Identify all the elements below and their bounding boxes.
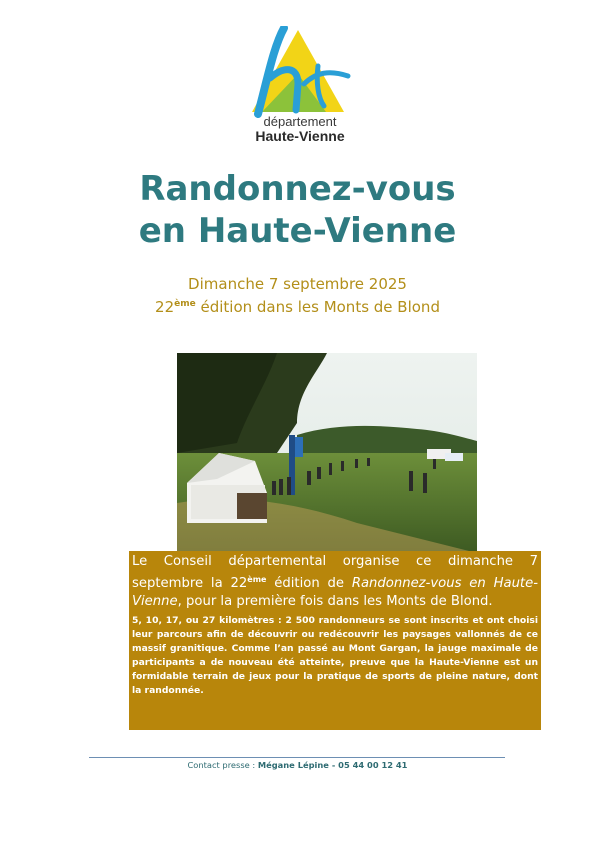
edition-number: 22 xyxy=(155,298,175,316)
footer-divider xyxy=(89,757,505,758)
press-contact xyxy=(0,760,595,770)
intro-event-name: Randonnez-vous en Haute-Vienne xyxy=(132,576,538,609)
title-line-2: en Haute-Vienne xyxy=(138,211,457,251)
logo-department-label: département xyxy=(263,114,337,129)
intro-part-2: édition de xyxy=(266,576,352,591)
edition-location: édition dans les Monts de Blond xyxy=(195,298,440,316)
page-title xyxy=(0,168,595,252)
hiking-event-photo-icon xyxy=(177,353,477,553)
contact-name: Mégane Lépine xyxy=(257,760,329,770)
contact-phone: 05 44 00 12 41 xyxy=(338,760,408,770)
event-subtitle xyxy=(0,274,595,317)
contact-label: Contact presse : xyxy=(187,760,258,770)
contact-separator: - xyxy=(328,760,339,770)
event-photo xyxy=(177,353,477,553)
body-paragraph: 5, 10, 17, ou 27 kilomètres : 2 500 randonneurs se sont inscrits et ont choisi leur parcours afin de découvrir ou redécouvrir les paysages vallonnés de ce massif granitique. Comme l’an passé au Mont Gargan, la jauge maximale de participants a de nouveau été atteinte, preuve que la Haute-Vienne est un formidable terrain de jeux pour la pratique de sports de pleine nature, dont la randonnée. xyxy=(132,615,538,696)
intro-sup: ème xyxy=(247,575,267,584)
intro-paragraph xyxy=(132,553,538,611)
department-logo xyxy=(244,26,356,144)
intro-part-1: Le Conseil départemental organise ce dimanche 7 septembre la 22 xyxy=(132,554,538,591)
event-edition xyxy=(0,294,595,317)
edition-suffix: ème xyxy=(174,299,196,309)
haute-vienne-logo-icon xyxy=(244,26,356,118)
event-date: Dimanche 7 septembre 2025 xyxy=(188,275,407,293)
press-release-box xyxy=(129,551,541,730)
logo-name-label: Haute-Vienne xyxy=(255,128,345,144)
title-line-1: Randonnez-vous xyxy=(139,169,456,209)
intro-part-3: , pour la première fois dans les Monts de Blond. xyxy=(177,594,493,609)
